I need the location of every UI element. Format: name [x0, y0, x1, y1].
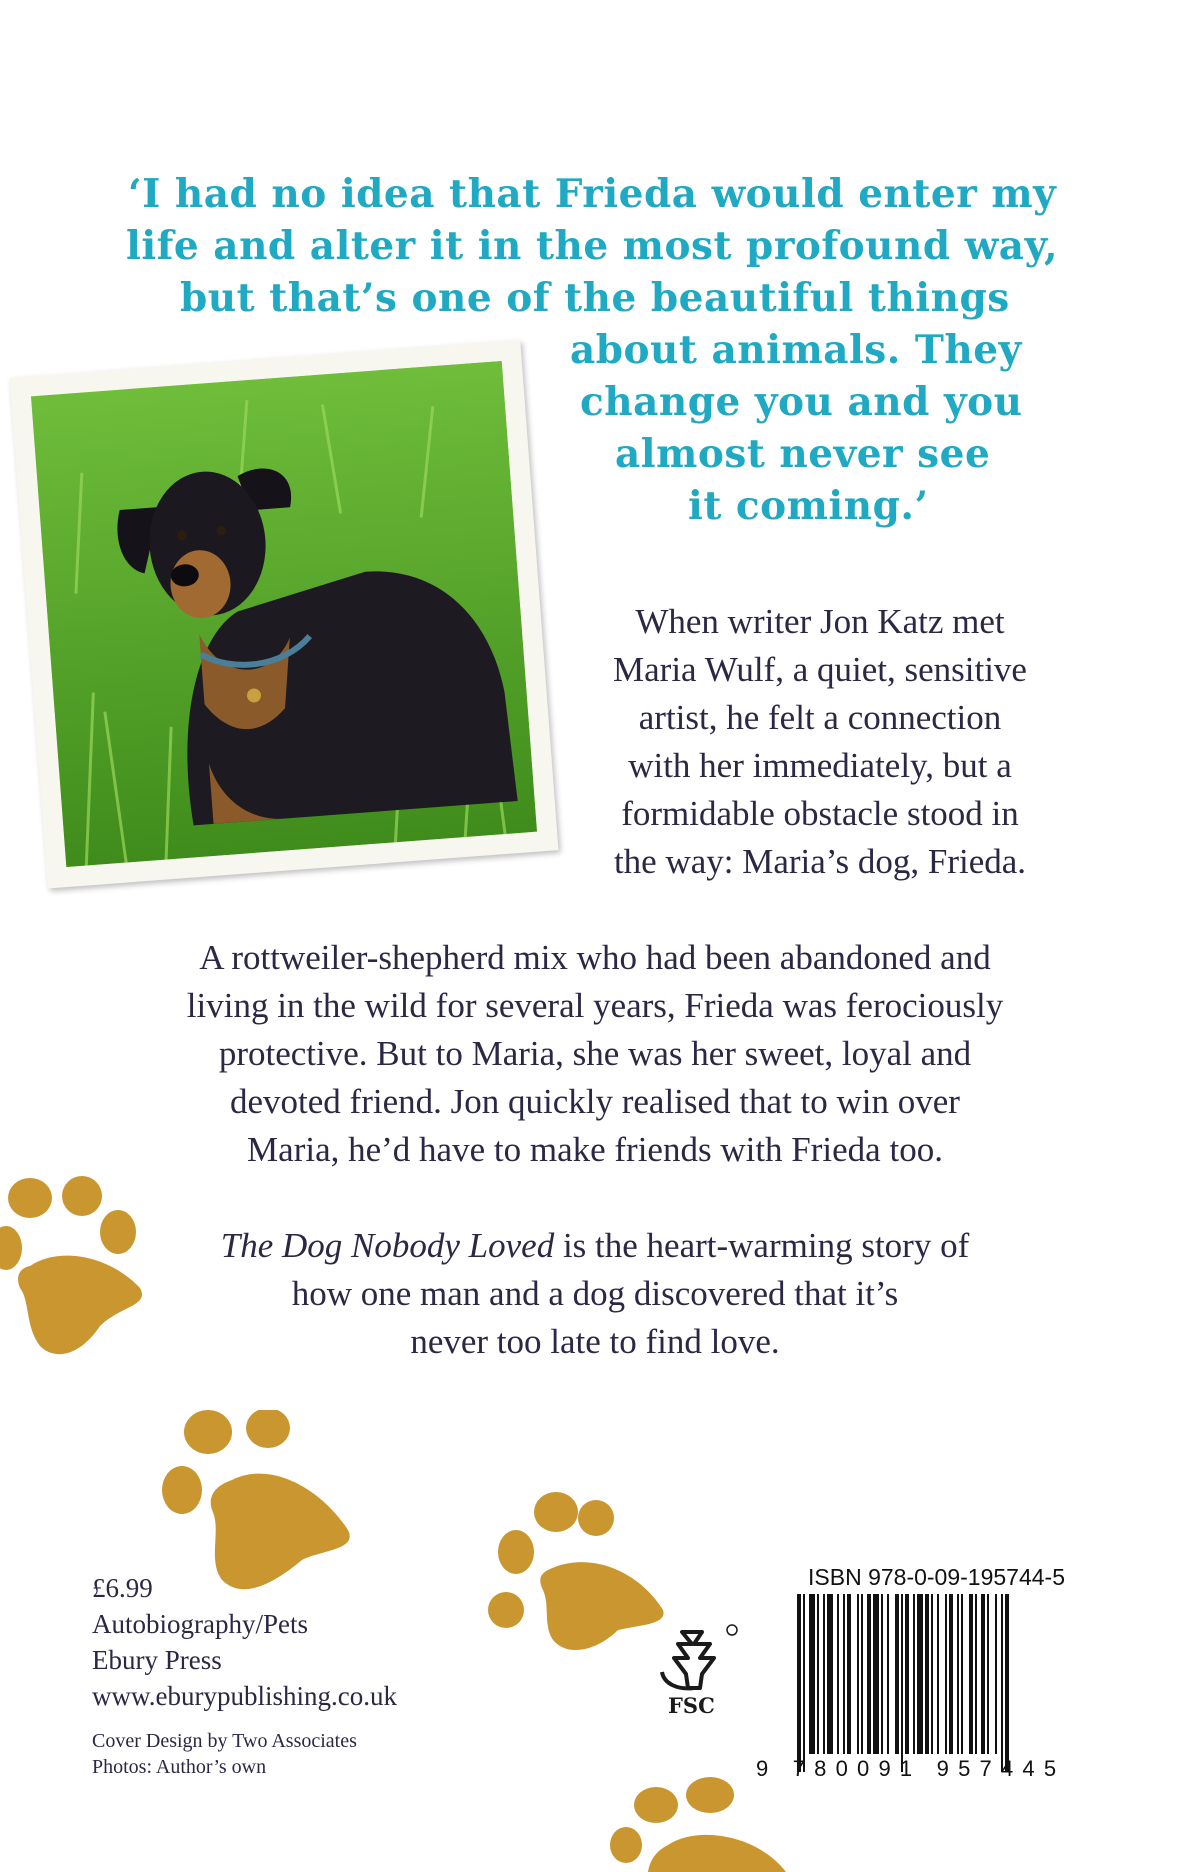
- quote-line: but that’s one of the beautiful things: [180, 275, 1010, 321]
- paw-print-icon: [488, 1490, 668, 1660]
- blurb-paragraph-2: [110, 934, 1080, 1174]
- category: Autobiography/Pets: [92, 1609, 308, 1639]
- barcode-bar: [937, 1594, 939, 1754]
- barcode-bar: [861, 1594, 863, 1754]
- barcode-bar: [895, 1594, 899, 1754]
- quote-line: almost never see: [615, 431, 991, 477]
- barcode-bar: [827, 1594, 833, 1754]
- fsc-label: FSC: [668, 1693, 715, 1718]
- blurb-line: never too late to find love.: [410, 1322, 780, 1361]
- barcode-bar: [837, 1594, 839, 1754]
- blurb-line: A rottweiler-shepherd mix who had been abandoned and: [199, 938, 991, 977]
- credits: [92, 1728, 357, 1780]
- barcode-bar: [857, 1594, 859, 1754]
- barcode-bar: [995, 1594, 997, 1754]
- book-title: The Dog Nobody Loved: [220, 1226, 555, 1265]
- barcode-bar: [975, 1594, 977, 1754]
- barcode-bar: [931, 1594, 933, 1754]
- barcode-bar: [823, 1594, 825, 1754]
- website-link[interactable]: www.eburypublishing.co.uk: [92, 1681, 397, 1711]
- barcode-bar: [817, 1594, 819, 1754]
- dog-photo: [31, 361, 537, 867]
- quote-line: it coming.’: [688, 483, 929, 529]
- barcode-bar: [901, 1594, 903, 1772]
- blurb-paragraph-1: [560, 598, 1080, 886]
- quote-line: ‘I had no idea that Frieda would enter my: [128, 171, 1057, 217]
- barcode-bar: [917, 1594, 923, 1754]
- barcode-bar: [987, 1594, 989, 1754]
- barcode-bar: [905, 1594, 909, 1754]
- book-details: [92, 1570, 397, 1714]
- barcode-bar: [881, 1594, 883, 1754]
- barcode-bar: [1001, 1594, 1003, 1772]
- blurb-line: living in the wild for several years, Frieda was ferociously: [186, 986, 1004, 1025]
- barcode-bar: [949, 1594, 953, 1754]
- blurb-line: When writer Jon Katz met: [635, 602, 1005, 641]
- barcode-bar: [867, 1594, 871, 1754]
- cover-design-credit: Cover Design by Two Associates: [92, 1730, 357, 1752]
- barcode-bar: [809, 1594, 815, 1754]
- blurb-line: with her immediately, but a: [628, 746, 1012, 785]
- price: £6.99: [92, 1573, 153, 1603]
- publisher: Ebury Press: [92, 1645, 222, 1675]
- blurb-line: [110, 1222, 1080, 1270]
- blurb-line: Maria, he’d have to make friends with Frieda too.: [247, 1130, 943, 1169]
- dog-in-grass-image: [31, 361, 537, 867]
- barcode-bar: [887, 1594, 889, 1754]
- barcode-bar: [925, 1594, 929, 1754]
- quote-line: change you and you: [580, 379, 1023, 425]
- dog-photo-frame: [10, 340, 559, 889]
- blurb-line: how one man and a dog discovered that it’s: [291, 1274, 899, 1313]
- barcode-bar: [945, 1594, 947, 1754]
- barcode-bar: [913, 1594, 915, 1754]
- barcode-bar: [847, 1594, 851, 1754]
- photo-credit: Photos: Author’s own: [92, 1756, 267, 1778]
- blurb-line: formidable obstacle stood in: [621, 794, 1019, 833]
- barcode-icon: [795, 1594, 1091, 1774]
- barcode-bar: [969, 1594, 973, 1754]
- blurb-line: the way: Maria’s dog, Frieda.: [613, 842, 1027, 881]
- isbn-label: ISBN 978-0-09-195744-5: [808, 1564, 1065, 1590]
- barcode-bar: [843, 1594, 845, 1754]
- blurb-line: devoted friend. Jon quickly realised that to win over: [230, 1082, 960, 1121]
- barcode-bar: [981, 1594, 985, 1754]
- barcode-bar: [873, 1594, 879, 1754]
- barcode-bar: [957, 1594, 959, 1754]
- barcode-bar: [803, 1594, 805, 1772]
- quote-line: about animals. They: [570, 327, 1022, 373]
- blurb-line: Maria Wulf, a quiet, sensitive: [613, 650, 1027, 689]
- quote-line: life and alter it in the most profound way,: [126, 223, 1059, 269]
- barcode-bar: [961, 1594, 963, 1754]
- blurb-line: artist, he felt a connection: [638, 698, 1002, 737]
- blurb-paragraph-3: [110, 1222, 1080, 1366]
- blurb-text: is the heart-warming story of: [554, 1226, 970, 1265]
- barcode-digits: 9 780091 957445: [756, 1756, 1066, 1781]
- barcode-bar: [797, 1594, 801, 1772]
- barcode-bar: [1005, 1594, 1009, 1772]
- paw-print-icon: [0, 1176, 160, 1366]
- blurb-line: protective. But to Maria, she was her sweet, loyal and: [218, 1034, 972, 1073]
- paw-print-icon: [608, 1775, 788, 1872]
